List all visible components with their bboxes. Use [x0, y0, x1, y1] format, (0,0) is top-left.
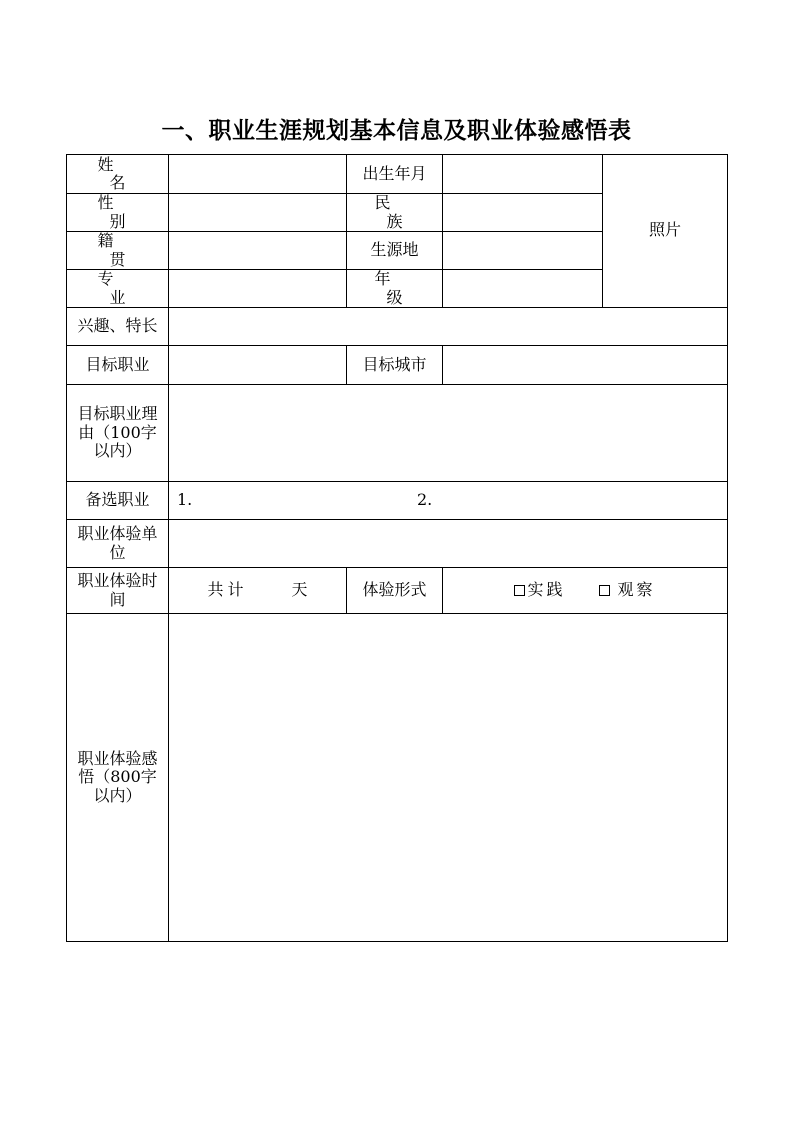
- name-field[interactable]: [169, 155, 347, 194]
- total-prefix: 共计: [207, 580, 248, 600]
- time-field[interactable]: [169, 568, 347, 614]
- major-field[interactable]: [169, 270, 347, 308]
- gender-field[interactable]: [169, 194, 347, 232]
- reflection-field[interactable]: [169, 614, 728, 942]
- birth-field[interactable]: [443, 155, 603, 194]
- label-target-job: 目标职业: [67, 346, 169, 385]
- label-major: 专 业: [67, 270, 169, 308]
- alternatives-field[interactable]: [169, 482, 728, 520]
- label-reason: 目标职业理由（100字以内）: [67, 385, 169, 482]
- label-origin: 生源地: [347, 232, 443, 270]
- label-hometown: 籍 贯: [67, 232, 169, 270]
- ethnicity-field[interactable]: [443, 194, 603, 232]
- label-form: 体验形式: [347, 568, 443, 614]
- photo-label: 照片: [648, 219, 681, 239]
- label-gender: 性 别: [67, 194, 169, 232]
- target-job-field[interactable]: [169, 346, 347, 385]
- label-name: 姓 名: [67, 155, 169, 194]
- photo-box[interactable]: [603, 155, 728, 308]
- alternative-1: 1.: [177, 490, 193, 510]
- observe-checkbox[interactable]: 观察: [599, 580, 655, 599]
- checkbox-icon: [599, 585, 610, 596]
- label-grade: 年 级: [347, 270, 443, 308]
- target-city-field[interactable]: [443, 346, 728, 385]
- label-reflection: 职业体验感悟（800字以内）: [67, 614, 169, 942]
- interests-field[interactable]: [169, 308, 728, 346]
- reason-field[interactable]: [169, 385, 728, 482]
- label-time: 职业体验时间: [67, 568, 169, 614]
- form-options: [443, 568, 728, 614]
- hometown-field[interactable]: [169, 232, 347, 270]
- label-ethnicity: 民 族: [347, 194, 443, 232]
- label-interests: 兴趣、特长: [67, 308, 169, 346]
- label-alternatives: 备选职业: [67, 482, 169, 520]
- unit-field[interactable]: [169, 520, 728, 568]
- grade-field[interactable]: [443, 270, 603, 308]
- label-target-city: 目标城市: [347, 346, 443, 385]
- origin-field[interactable]: [443, 232, 603, 270]
- alternative-2: 2.: [417, 490, 433, 510]
- label-unit: 职业体验单位: [67, 520, 169, 568]
- page-title: 一、职业生涯规划基本信息及职业体验感悟表: [161, 118, 632, 144]
- info-table: [66, 154, 728, 942]
- total-suffix: 天: [291, 580, 308, 600]
- label-birth: 出生年月: [347, 155, 443, 194]
- checkbox-icon: [514, 585, 525, 596]
- practice-checkbox[interactable]: 实践: [514, 580, 565, 599]
